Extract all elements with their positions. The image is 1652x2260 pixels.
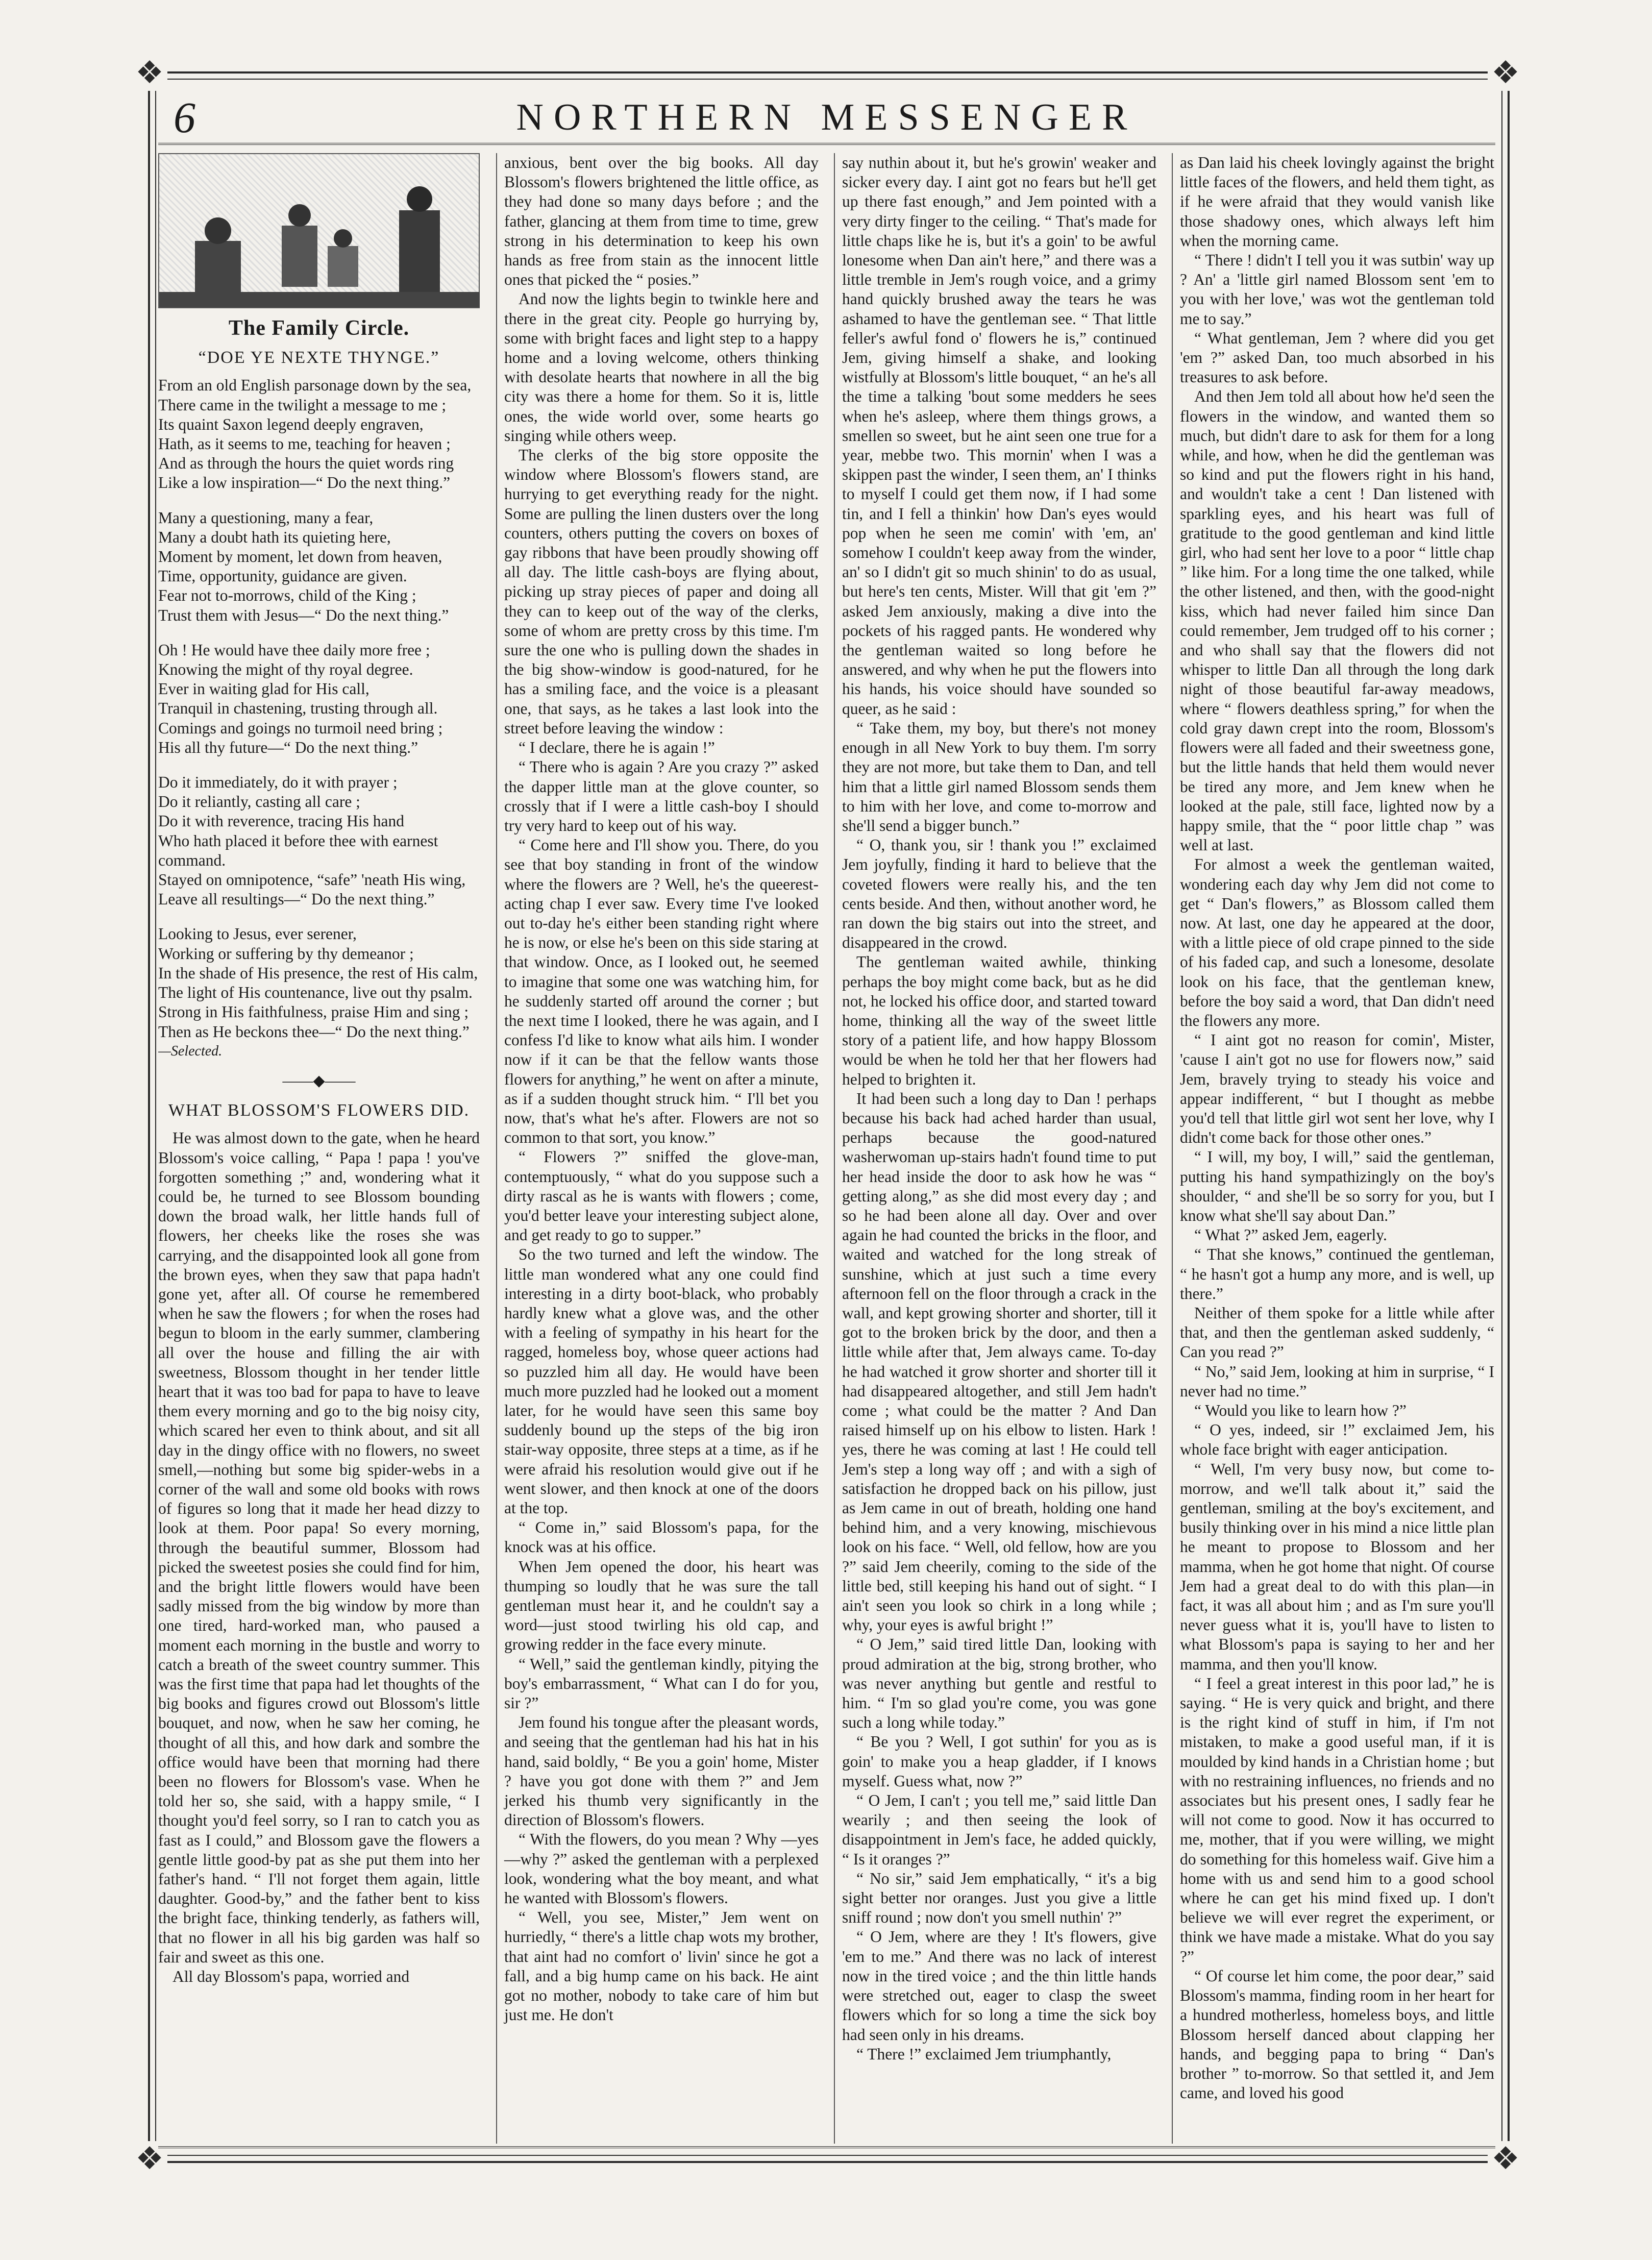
story-paragraph: “ Well,” said the gentleman kindly, pitying the boy's embarrassment, “ What can I do for you, sir ?”: [504, 1655, 819, 1712]
story-paragraph: “ No sir,” said Jem emphatically, “ it's a big sight better nor oranges. Just you give a little sniff round ; now don't you smell nuthin' ?”: [842, 1869, 1156, 1927]
story-paragraph: It had been such a long day to Dan ! perhaps because his back had ached harder than usual, perhaps because the good-natured washerwoman up-stairs hadn't found time to put her head inside the door to ask how he was “ getting along,” as she did most every day ; and so he had been alone all day. Over and over again he had counted the bricks in the floor, and waited and watched for the long streak of sunshine, which at just such a time every afternoon fell on the floor through a crack in the wall, and kept growing shorter and shorter, till it got to the broken brick by the door, and then a little while after that, Jem always came. To-day he had watched it grow shorter and shorter till it had disappeared altogether, and still Jem hadn't come ; what could be the matter ? And Dan raised himself up on his elbow to listen. Hark ! yes, there he was coming at last ! He could tell Jem's step a long way off ; and with a sigh of satisfaction he dropped back on his pillow, just as Jem came in out of breath, holding one hand behind him, and a very knowing, mischievous look on his face. “ Well, old fellow, how are you ?” said Jem cheerily, coming to the side of the little bed, still keeping his hand out of sight. “ I ain't seen you look so chirk in a long while ; why, your eyes is awful bright !”: [842, 1089, 1156, 1634]
story-paragraph: “ With the flowers, do you mean ? Why —yes—why ?” asked the gentleman with a perplexed look, wondering what the boy meant, and what he wanted with Blossom's flowers.: [504, 1830, 819, 1907]
poem-line: Looking to Jesus, ever serener,: [158, 925, 357, 943]
poem-line: Trust them with Jesus—“ Do the next thing.”: [158, 606, 449, 624]
corner-ornament-bottom-left: ❖: [132, 2141, 167, 2177]
story-paragraph: “ Come here and I'll show you. There, do you see that boy standing in front of the window where the flowers are ? Well, he's the queerest-acting chap I ever saw. Every time I've looked out to-day he's either been standing right where he is now, or else he's been on this side staring at that window. Once, as I looked out, he seemed to imagine that some one was watching him, for he suddenly started off around the corner ; but the next time I looked, there he was again, and I confess I'd like to know what ails him. I wonder now if it can be that the fellow wants those flowers for anything,” he went on after a minute, as if a sudden thought struck him. “ I'll bet you now, that's what he's after. Flowers are not so common to that sort, you know.”: [504, 836, 819, 1147]
story-paragraph: When Jem opened the door, his heart was thumping so loudly that he was sure the tall gentleman must hear it, and he couldn't say a word—just stood twirling his old cap, and growing redder in the face every minute.: [504, 1557, 819, 1654]
story-paragraph: “ There ! didn't I tell you it was sutbin' way up ? An' a 'little girl named Blossom sent 'em to you with her love,' was wot the gentleman told me to say.”: [1180, 251, 1494, 328]
story-column-1-text: [158, 1128, 480, 1986]
poem-line: And as through the hours the quiet words ring: [158, 454, 454, 473]
story-paragraph: And now the lights begin to twinkle here and there in the great city. People go hurrying by, some with bright faces and light step to a happy home and a loving welcome, others thinking with desolate hearts that nowhere in all the big city was there a home for them. So it is, little ones, the wide world over, some hearts go singing while others weep.: [504, 290, 819, 445]
poem-line: Comings and goings no turmoil need bring ;: [158, 719, 443, 737]
poem-line: Like a low inspiration—“ Do the next thing.”: [158, 474, 451, 492]
poem-line: Strong in His faithfulness, praise Him and sing ;: [158, 1003, 469, 1021]
story-paragraph: For almost a week the gentleman waited, wondering each day why Jem did not come to get “ Dan's flowers,” as Blossom called them now. At last, one day he appeared at the door, with a little piece of old crape pinned to the side of his faded cap, and such a lonesome, desolate look on his face, that the gentleman knew, before the boy said a word, that Dan didn't need the flowers any more.: [1180, 855, 1494, 1029]
stanza-gap: [158, 909, 480, 924]
poem-line: There came in the twilight a message to me ;: [158, 396, 447, 414]
story-paragraph: “ What ?” asked Jem, eagerly.: [1194, 1226, 1387, 1244]
story-paragraph: “ What gentleman, Jem ? where did you get 'em ?” asked Dan, too much absorbed in his treasures to ask before.: [1180, 329, 1494, 386]
poem-line: Do it reliantly, casting all care ;: [158, 793, 360, 811]
poem-line: Fear not to-morrows, child of the King ;: [158, 586, 416, 605]
corner-ornament-top-left: ❖: [132, 55, 167, 91]
poem-line: Who hath placed it before thee with earnest command.: [158, 831, 438, 869]
poem-line: His all thy future—“ Do the next thing.”: [158, 738, 418, 756]
story-paragraph: And then Jem told all about how he'd seen the flowers in the window, and wanted them so much, but didn't dare to ask for them for a long while, and how, when he did the gentleman was so kind and put the flowers right in his hand, and wouldn't take a cent ! Dan listened with sparkling eyes, and his heart was full of gratitude to the good gentleman and kind little girl, who had sent her love to a poor “ little chap ” like him. For a long time the one talked, while the other listened, and then, with the good-night kiss, which had never failed him since Dan could remember, Jem trudged off to his corner ; and who shall say that the flowers did not whisper to little Dan all through the long dark night of those beautiful far-away meadows, where “ flowers deathless spring,” for when the cold gray dawn crept into the room, Blossom's flowers were all faded and their sweetness gone, but the little hands that held them would never be tired any more, and Jem knew when he looked at the pale, still face, lighted now by a happy smile, that the “ poor little chap ” was well at last.: [1180, 387, 1494, 854]
poem-line: Do it with reverence, tracing His hand: [158, 812, 404, 830]
poem-line: Time, opportunity, guidance are given.: [158, 567, 407, 585]
page-number: 6: [174, 93, 195, 142]
divider-ornament: ——◆——: [282, 1072, 356, 1089]
corner-ornament-bottom-right: ❖: [1488, 2141, 1523, 2177]
poem-credit: —Selected.: [158, 1043, 223, 1059]
column-2: [496, 153, 819, 2144]
masthead: NORTHERN MESSENGER: [516, 96, 1138, 138]
column-1: [158, 153, 480, 2144]
story-paragraph: “ I aint got no reason for comin', Mister, 'cause I ain't got no use for flowers now,” said Jem, bravely trying to steady his voice and appear indifferent, “ but I thought as mebbe you'd tell that little girl wot sent her love, why I didn't come back for those other ones.”: [1180, 1031, 1494, 1147]
poem-line: From an old English parsonage down by the sea,: [158, 376, 472, 395]
poem-line: Stayed on omnipotence, “safe” 'neath His wing,: [158, 871, 466, 889]
poem-line: Many a doubt hath its quieting here,: [158, 528, 391, 546]
story-paragraph: as Dan laid his cheek lovingly against the bright little faces of the flowers, and held them tight, as if he were afraid that they would vanish like those shadowy ones, which always left him when the morning came.: [1180, 154, 1494, 250]
story-paragraph: “ There !” exclaimed Jem triumphantly,: [856, 2045, 1112, 2063]
story-paragraph: “ Of course let him come, the poor dear,” said Blossom's mamma, finding room in her heart for a hundred motherless, homeless boys, and little Blossom herself danced about clapping her hands, and begging papa to bring “ Dan's brother ” to-morrow. So that settled it, and Jem came, and loved his good: [1180, 1967, 1494, 2102]
story-paragraph: “ I feel a great interest in this poor lad,” he is saying. “ He is very quick and bright, and there is the right kind of stuff in him, if I'm not mistaken, to make a good useful man, if it is moulded by kind hands in a Christian home ; but with no restraining influences, no friends and no associates but his present ones, I sadly fear he will not come to good. Now it has occurred to me, mother, that if you were willing, we might do something for this homeless waif. Give him a home with us and send him to a good school where he can get his mind fixed up. I don't believe we will ever regret the experiment, or think we have made a mistake. What do you say ?”: [1180, 1674, 1494, 1966]
page-header: [158, 87, 1495, 145]
poem: [158, 376, 480, 1041]
story-paragraph: “ That she knows,” continued the gentleman, “ he hasn't got a hump any more, and is well, up there.”: [1180, 1245, 1494, 1303]
poem-line: The light of His countenance, live out thy psalm.: [158, 984, 473, 1002]
story-paragraph: “ Well, I'm very busy now, but come to-morrow, and we'll talk about it,” said the gentleman, smiling at the boy's excitement, and busily thinking over in his mind a nice little plan he meant to propose to Blossom and her mamma, when he got home that night. Of course Jem had a great deal to do with this plan—in fact, it was all about him ; and as I'm sure you'll never guess what it is, you'll have to listen to what Blossom's papa is saying to her and her mamma, and then you'll know.: [1180, 1460, 1494, 1673]
story-paragraph: “ O Jem, I can't ; you tell me,” said little Dan wearily ; and then seeing the look of disappointment in Jem's face, he added quickly, “ Is it oranges ?”: [842, 1791, 1156, 1868]
stanza-gap: [158, 757, 480, 773]
poem-line: Then as He beckons thee—“ Do the next thing.”: [158, 1022, 470, 1041]
poem-line: Ever in waiting glad for His call,: [158, 680, 369, 698]
story-paragraph: So the two turned and left the window. The little man wondered what any one could find interesting in a dirty boot-black, who probably hardly knew what a glove was, and the other with a feeling of sympathy in his heart for the ragged, homeless boy, whose queer actions had so puzzled him all day. He would have been much more puzzled had he looked out a moment later, for he would have seen this same boy suddenly bound up the steps of the big iron stair-way opposite, three steps at a time, as if he were afraid his resolution would give out if he went slower, and then knock at one of the doors at the top.: [504, 1245, 819, 1517]
poem-line: Oh ! He would have thee daily more free ;: [158, 641, 430, 659]
story-paragraph: “ I declare, there he is again !”: [519, 739, 715, 757]
story-paragraph: “ O Jem, where are they ! It's flowers, give 'em to me.” And there was no lack of interest now in the tired voice ; and the thin little hands were stretched out, eager to clasp the sweet flowers which for so long a time the sick boy had seen only in his dreams.: [842, 1928, 1156, 2044]
story-paragraph: “ There who is again ? Are you crazy ?” asked the dapper little man at the glove counter, so crossly that if I were a little cash-boy I should try very hard to keep out of his way.: [504, 758, 819, 834]
story-paragraph: “ Be you ? Well, I got suthin' for you as is goin' to make you a heap gladder, if I knows myself. Guess what, now ?”: [842, 1733, 1156, 1790]
column-4: [1172, 153, 1494, 2144]
poem-line: Moment by moment, let down from heaven,: [158, 548, 442, 566]
story-paragraph: Jem found his tongue after the pleasant words, and seeing that the gentleman had his hat in his hand, said boldly, “ Be you a goin' home, Mister ? have you got done with them ?” and Jem jerked his thumb very significantly in the direction of Blossom's flowers.: [504, 1713, 819, 1829]
family-illustration: [158, 153, 480, 308]
poem-title: “DOE YE NEXTE THYNGE.”: [198, 348, 440, 367]
story-paragraph: “ Would you like to learn how ?”: [1194, 1402, 1407, 1419]
story-paragraph: anxious, bent over the big books. All day Blossom's flowers brightened the little office, as they had done so many days before ; and the father, glancing at them from time to time, grew strong in his determination to keep his own hands as free from stain as the innocent little ones that picked the “ posies.”: [504, 154, 819, 289]
story-paragraph: “ I will, my boy, I will,” said the gentleman, putting his hand sympathizingly on the boy's shoulder, “ and she'll be so sorry for you, but I know what she'll say about Dan.”: [1180, 1148, 1494, 1224]
poem-line: Working or suffering by thy demeanor ;: [158, 944, 414, 963]
column-3: [834, 153, 1156, 2144]
poem-line: Do it immediately, do it with prayer ;: [158, 773, 398, 792]
story-paragraph: “ No,” said Jem, looking at him in surprise, “ I never had no time.”: [1180, 1362, 1494, 1400]
poem-line: In the shade of His presence, the rest of His calm,: [158, 964, 478, 982]
poem-line: Its quaint Saxon legend deeply engraven,: [158, 415, 424, 433]
story-paragraph: Neither of them spoke for a little while after that, and then the gentleman asked suddenly, “ Can you read ?”: [1180, 1304, 1494, 1361]
page-footer-rule: [158, 2146, 1495, 2148]
corner-ornament-top-right: ❖: [1488, 55, 1523, 91]
article-columns: [158, 153, 1495, 2144]
story-paragraph: “ O yes, indeed, sir !” exclaimed Jem, his whole face bright with eager anticipation.: [1180, 1421, 1494, 1459]
section-title: The Family Circle.: [228, 316, 410, 340]
story-paragraph: The clerks of the big store opposite the window where Blossom's flowers stand, are hurrying to get everything ready for the night. Some are pulling the linen dusters over the long counters, others putting the covers on boxes of gay ribbons that have been proudly showing off all day. The little cash-boys are flying about, picking up stray pieces of paper and doing all they can to keep out of the way of the clerks, some of whom are pretty cross by this time. I'm sure the one who is pulling down the shades in the big show-window is good-natured, for he has a smiling face, and the voice is a pleasant one, that says, as he takes a last look into the street before leaving the window :: [504, 446, 819, 737]
story-paragraph: He was almost down to the gate, when he heard Blossom's voice calling, “ Papa ! papa ! you've forgotten something ;” and, wondering what it could be, he turned to see Blossom bounding down the broad walk, her little hands full of flowers, her cheeks like the roses she was carrying, and the disappointed look all gone from the brown eyes, when they saw that papa hadn't gone yet, after all. Of course he remembered when he saw the flowers ; for when the roses had begun to bloom in the early summer, clambering all over the house and filling the air with sweetness, Blossom thought in her tender little heart that it was too bad for papa to have to leave them every morning and go to the big noisy city, which scared her even to think about, and sit all day in the dingy office with no flowers, no sweet smell,—nothing but some big spider-webs in a corner of the wall and some old books with rows of figures so long that it made her head dizzy to look at them. Poor papa! So every morning, through the beautiful summer, Blossom had picked the sweetest posies she could find for him, and the bright little flowers would have been sadly missed from the big window by more than one tired, hard-worked man, who paused a moment each morning in the bustle and worry to catch a breath of the sweet country summer. This was the first time that papa had let thoughts of the big books and figures crowd out Blossom's little bouquet, and now, when he saw her coming, he thought of all this, and how dark and sombre the office would have been that morning had there been no flowers for Blossom's vase. When he told her so, she said, with a happy smile, “ I thought you'd feel sorry, so I ran to catch you as fast as I could,” and Blossom gave the flowers a gentle little good-by pat as she put them into her father's hand. “ I'll not forget them again, little daughter. Good-by,” and the father bent to kiss the bright face, thinking tenderly, as fathers will, that no flower in all his big garden was half so fair and sweet as this one.: [158, 1129, 480, 1966]
story-paragraph: All day Blossom's papa, worried and: [172, 1968, 410, 1986]
poem-line: Leave all resultings—“ Do the next thing.”: [158, 890, 435, 908]
poem-line: Hath, as it seems to me, teaching for heaven ;: [158, 435, 451, 453]
story-paragraph: say nuthin about it, but he's growin' weaker and sicker every day. I aint got no fears but he'll get up there fast enough,” and Jem pointed with a very dirty finger to the ceiling. “ That's made for little chaps like he is, but it's a goin' to be awful lonesome when Dan ain't here,” and there was a little tremble in Jem's rough voice, and a grimy hand quickly brushed away the tears he was ashamed to have the gentleman see. “ That little feller's awful fond o' flowers he is,” continued Jem, giving himself a shake, and looking wistfully at Blossom's little bouquet, “ an he's all the time a talking 'bout some medders he sees when he's asleep, where them things grows, a smellen so sweet, but he aint seen one true for a year, mebbe two. This mornin' when I was a skippen past the winder, I seen them, an' I thinks to myself I could get them now, if I had some tin, and I fell a thinkin' how Dan's eyes would pop when he seen me comin' with 'em, an' somehow I couldn't keep away from the winder, an' so I didn't git so much shinin' to do as usual, but here's ten cents, Mister. Will that git 'em ?” asked Jem anxiously, making a dive into the pockets of his ragged pants. He wondered why the gentleman waited so long before he answered, and why when he put the flowers into his hands, his voice should have sounded so queer, as he said :: [842, 154, 1156, 718]
story-paragraph: “ Well, you see, Mister,” Jem went on hurriedly, “ there's a little chap wots my brother, that aint had no comfort o' livin' since he got a fall, and a big hump came on his back. He aint got no mother, nobody to take care of him but just me. He don't: [504, 1908, 819, 2024]
poem-line: Knowing the might of thy royal degree.: [158, 660, 413, 679]
stanza-gap: [158, 625, 480, 641]
poem-line: Many a questioning, many a fear,: [158, 508, 374, 527]
story-paragraph: “ Flowers ?” sniffed the glove-man, contemptuously, “ what do you suppose such a dirty rascal as he is wants with flowers ; come, you'd better leave your interesting subject alone, and get ready to go to supper.”: [504, 1148, 819, 1244]
story-paragraph: “ O, thank you, sir ! thank you !” exclaimed Jem joyfully, finding it hard to believe that the coveted flowers were really his, and the ten cents beside. And then, without another word, he ran down the big stairs out into the street, and disappeared in the crowd.: [842, 836, 1156, 952]
story-paragraph: “ Take them, my boy, but there's not money enough in all New York to buy them. I'm sorry they are not more, but take them to Dan, and tell him that a little girl named Blossom sends them to him with her love, and come to-morrow and she'll send a bigger bunch.”: [842, 719, 1156, 834]
story-title: WHAT BLOSSOM'S FLOWERS DID.: [168, 1101, 470, 1120]
family-engraving-icon: [159, 154, 480, 307]
story-paragraph: The gentleman waited awhile, thinking perhaps the boy might come back, but as he did not, he locked his office door, and started toward home, thinking all the way of the sweet little story of a patient life, and how happy Blossom would be when he told her that her flowers had helped to brighten it.: [842, 953, 1156, 1088]
story-paragraph: “ Come in,” said Blossom's papa, for the knock was at his office.: [504, 1518, 819, 1556]
stanza-gap: [158, 493, 480, 508]
poem-line: Tranquil in chastening, trusting through all.: [158, 699, 438, 718]
story-paragraph: “ O Jem,” said tired little Dan, looking with proud admiration at the big, strong brother, who was never anything but gentle and restful to him. “ I'm so glad you're come, you was gone such a long while today.”: [842, 1635, 1156, 1732]
